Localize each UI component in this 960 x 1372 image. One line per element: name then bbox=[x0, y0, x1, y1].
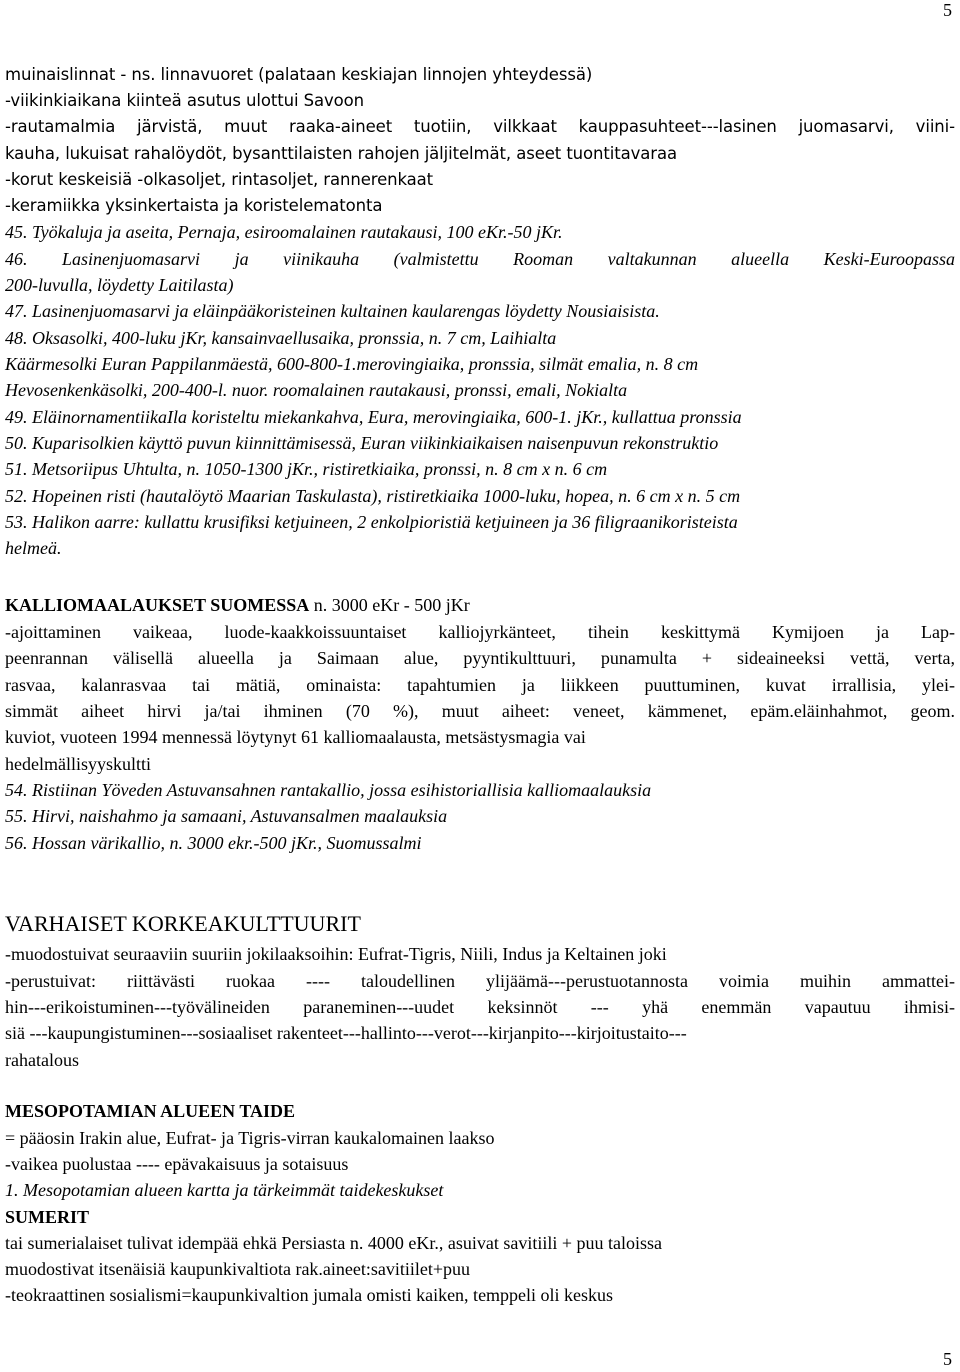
text-line: -keramiikka yksinkertaista ja koristelematonta bbox=[5, 196, 383, 215]
figure-caption: 56. Hossan värikallio, n. 3000 ekr.-500 jKr., Suomussalmi bbox=[5, 833, 422, 853]
text-line: -perustuivat: riittävästi ruokaa ---- taloudellinen ylijäämä---perustuotannosta voimia muihin ammattei- bbox=[5, 971, 955, 991]
text-line: tai sumerialaiset tulivat idempää ehkä Persiasta n. 4000 eKr., asuivat savitiili + puu taloissa bbox=[5, 1233, 662, 1253]
text-line: kauha, lukuisat rahalöydöt, bysanttilaisten rahojen jäljitelmät, aseet tuontitavaraa bbox=[5, 144, 678, 163]
section-heading: KALLIOMAALAUKSET SUOMESSA bbox=[5, 595, 310, 615]
text-line: -korut keskeisiä -olkasoljet, rintasoljet, rannerenkaat bbox=[5, 170, 434, 189]
text-line: muinaislinnat - ns. linnavuoret (palataan keskiajan linnojen yhteydessä) bbox=[5, 65, 593, 84]
figure-caption: 51. Metsoriipus Uhtulta, n. 1050-1300 jKr., ristiretkiaika, pronssi, n. 8 cm x n. 6 cm bbox=[5, 459, 608, 479]
figure-caption: 45. Työkaluja ja aseita, Pernaja, esiroomalainen rautakausi, 100 eKr.-50 jKr. bbox=[5, 222, 563, 242]
text-line: -teokraattinen sosialismi=kaupunkivaltion jumala omisti kaiken, temppeli oli keskus bbox=[5, 1285, 614, 1305]
figure-caption: 49. EläinornamentiikaIla koristeltu miekankahva, Eura, merovingiaika, 600-1. jKr., kullattua pronssia bbox=[5, 407, 742, 427]
text-line: = pääosin Irakin alue, Eufrat- ja Tigris-virran kaukalomainen laakso bbox=[5, 1128, 495, 1148]
subheading: SUMERIT bbox=[5, 1207, 90, 1227]
page-number-bottom: 5 bbox=[943, 1349, 952, 1369]
figure-caption: Käärmesolki Euran Pappilanmäestä, 600-800-1.merovingiaika, pronssia, silmät emalia, n. 8 cm bbox=[5, 354, 699, 374]
figure-caption: 47. Lasinenjuomasarvi ja eläinpääkoristeinen kultainen kaularengas löydetty Nousiaisista. bbox=[5, 301, 660, 321]
text-line: -vaikea puolustaa ---- epävakaisuus ja sotaisuus bbox=[5, 1154, 349, 1174]
text-line: siä ---kaupungistuminen---sosiaaliset rakenteet---hallinto---verot---kirjanpito---kirjoitustaito--- bbox=[5, 1023, 687, 1043]
figure-caption: 52. Hopeinen risti (hautalöytö Maarian Taskulasta), ristiretkiaika 1000-luku, hopea, n. 6 cm x n. 5 cm bbox=[5, 486, 741, 506]
text-line: muodostivat itsenäisiä kaupunkivaltiota rak.aineet:savitiilet+puu bbox=[5, 1259, 471, 1279]
figure-caption: 46. Lasinenjuomasarvi ja viinikauha (valmistettu Rooman valtakunnan alueella Keski-Euroopassa bbox=[5, 249, 955, 269]
figure-caption: 54. Ristiinan Yöveden Astuvansahnen rantakallio, jossa esihistoriallisia kalliomaalauksia bbox=[5, 780, 652, 800]
text-line: kuviot, vuoteen 1994 mennessä löytynyt 61 kalliomaalausta, metsästysmagia vai bbox=[5, 727, 586, 747]
figure-caption: 1. Mesopotamian alueen kartta ja tärkeimmät taidekeskukset bbox=[5, 1180, 444, 1200]
figure-caption: 55. Hirvi, naishahmo ja samaani, Astuvansalmen maalauksia bbox=[5, 806, 448, 826]
page-number-top: 5 bbox=[943, 0, 952, 20]
text-line: rasvaa, kalanrasvaa tai mätiä, ominaista: tapahtumien ja liikkeen puuttuminen, kuvat irrallisia, ylei- bbox=[5, 675, 955, 695]
text-line: -viikinkiaikana kiinteä asutus ulottui Savoon bbox=[5, 91, 365, 110]
figure-caption: Hevosenkenkäsolki, 200-400-l. nuor. roomalainen rautakausi, pronssi, emali, Nokialta bbox=[5, 380, 628, 400]
figure-caption: 200-luvulla, löydetty Laitilasta) bbox=[5, 275, 234, 295]
text-line: simmät aiheet hirvi ja/tai ihminen (70 %), muut aiheet: veneet, kämmenet, epäm.eläinhahmot, geom. bbox=[5, 701, 955, 721]
text-line: -muodostuivat seuraaviin suuriin jokilaaksoihin: Eufrat-Tigris, Niili, Indus ja Keltainen joki bbox=[5, 944, 667, 964]
text-line: hin---erikoistuminen---työvälineiden paraneminen---uudet keksinnöt --- yhä enemmän vapautuu ihmisi- bbox=[5, 997, 955, 1017]
figure-caption: 53. Halikon aarre: kullattu krusifiksi ketjuineen, 2 enkolpioristiä ketjuineen ja 36 filigraanikoristeista bbox=[5, 512, 738, 532]
figure-caption: 48. Oksasolki, 400-luku jKr, kansainvaellusaika, pronssia, n. 7 cm, Laihialta bbox=[5, 328, 557, 348]
section-heading-line bbox=[5, 592, 470, 618]
text-line: -rautamalmia järvistä, muut raaka-aineet tuotiin, vilkkaat kauppasuhteet---lasinen juomasarvi, viini- bbox=[5, 117, 955, 136]
figure-caption: helmeä. bbox=[5, 538, 62, 558]
text-line: -ajoittaminen vaikeaa, luode-kaakkoissuuntaiset kalliojyrkänteet, tihein keskittymä Kymijoen ja Lap- bbox=[5, 622, 955, 642]
figure-caption: 50. Kuparisolkien käyttö puvun kiinnittämisessä, Euran viikinkiaikaisen naisenpuvun rekonstruktio bbox=[5, 433, 719, 453]
text-line: rahatalous bbox=[5, 1050, 79, 1070]
section-heading-dates: n. 3000 eKr - 500 jKr bbox=[309, 595, 470, 615]
text-line: hedelmällisyyskultti bbox=[5, 754, 151, 774]
text-line: peenrannan välisellä alueella ja Saimaan alue, pyyntikulttuuri, punamulta + sideaineeksi vettä, verta, bbox=[5, 648, 955, 668]
section-heading: VARHAISET KORKEAKULTTUURIT bbox=[5, 911, 361, 936]
section-heading: MESOPOTAMIAN ALUEEN TAIDE bbox=[5, 1101, 296, 1121]
